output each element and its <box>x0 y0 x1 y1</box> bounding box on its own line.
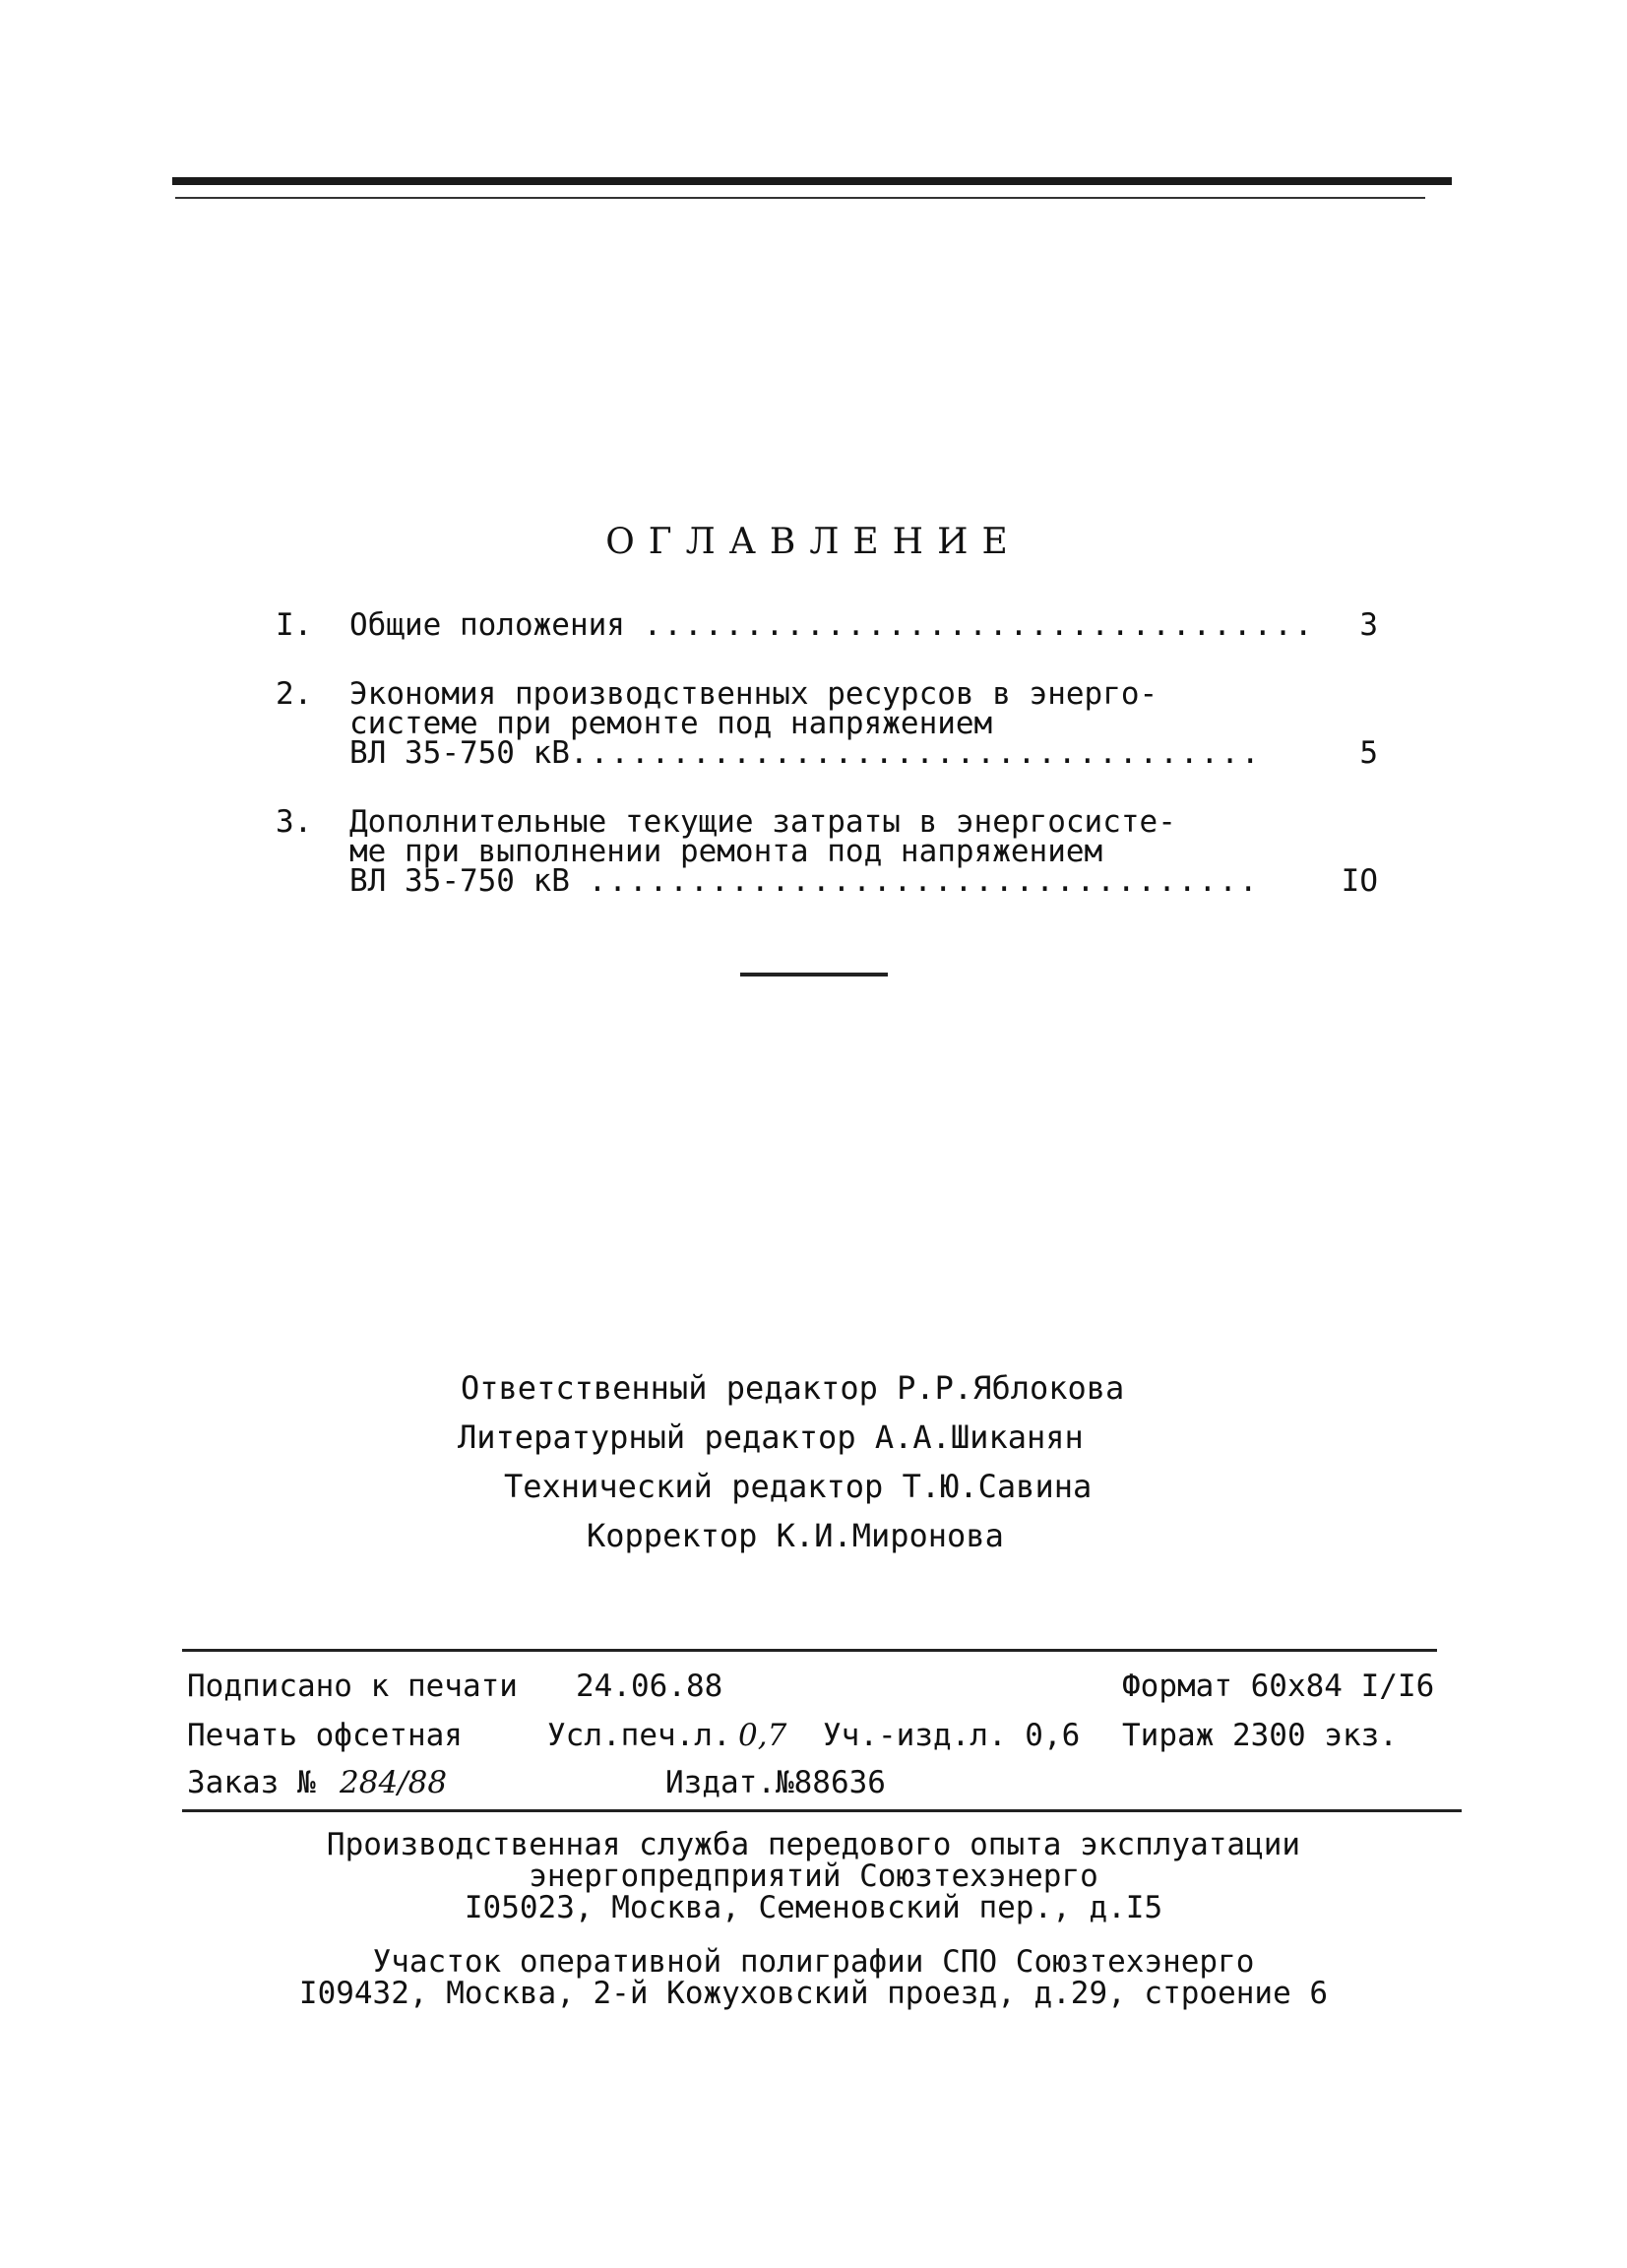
top-rule <box>172 177 1452 185</box>
toc-dot-leader: .................................. <box>569 735 1262 771</box>
publishing-sheets: Уч.-изд.л. 0,6 <box>823 1718 1081 1753</box>
publisher-address: I05023, Москва, Семеновский пер., д.I5 <box>464 1890 1163 1925</box>
toc-entry-line: системе при ремонте под напряжением <box>349 706 993 741</box>
toc-entry <box>276 676 1417 771</box>
toc-entry-number: I. <box>276 607 313 643</box>
signed-date: 24.06.88 <box>576 1669 723 1704</box>
toc-entry-number: 3. <box>276 804 313 840</box>
print-sheets-label: Усл.печ.л. <box>547 1718 731 1753</box>
toc-dot-leader: ................................. <box>643 607 1315 643</box>
toc-heading: ОГЛАВЛЕНИЕ <box>605 522 1022 562</box>
print-sheets-value: 0,7 <box>738 1718 787 1753</box>
toc-entry-line: Экономия производственных ресурсов в энерго- <box>349 676 1158 712</box>
toc-entry-number: 2. <box>276 676 313 712</box>
responsible-editor: Ответственный редактор Р.Р.Яблокова <box>461 1369 1125 1407</box>
signed-label: Подписано к печати <box>187 1669 518 1704</box>
toc-entry-line: ВЛ 35-750 кВ <box>349 863 570 899</box>
imprint-rule-bottom <box>182 1809 1462 1812</box>
imprint-rule-top <box>182 1649 1437 1652</box>
edition-number: Издат.№88636 <box>665 1765 886 1800</box>
toc-entry-page: IO <box>1341 863 1378 899</box>
printshop-address: I09432, Москва, 2-й Кожуховский проезд, д.29, строение 6 <box>298 1976 1329 2011</box>
toc-entry-page: 5 <box>1359 735 1378 771</box>
print-run: Тираж 2300 экз. <box>1122 1718 1398 1753</box>
technical-editor: Технический редактор Т.Ю.Савина <box>504 1468 1093 1505</box>
proofreader: Корректор К.И.Миронова <box>587 1517 1004 1554</box>
toc-entry <box>276 607 1417 643</box>
literary-editor: Литературный редактор А.А.Шиканян <box>458 1418 1084 1456</box>
order-number: 284/88 <box>340 1765 448 1800</box>
format: Формат 60х84 I/I6 <box>1122 1669 1435 1704</box>
toc-entry-line: ВЛ 35-750 кВ <box>349 735 570 771</box>
toc-entry-line: ме при выполнении ремонта под напряжением <box>349 834 1103 869</box>
toc-entry-line: Общие положения <box>349 607 625 643</box>
printshop-line: Участок оперативной полиграфии СПО Союзтехэнерго <box>372 1944 1255 1980</box>
publisher-line: Производственная служба передового опыта эксплуатации <box>326 1827 1301 1862</box>
section-divider <box>740 973 888 976</box>
publisher-line: энергопредприятий Союзтехэнерго <box>529 1858 1098 1894</box>
toc-dot-leader: ................................. <box>588 863 1260 899</box>
toc-entry-line: Дополнительные текущие затраты в энергосисте- <box>349 804 1176 840</box>
toc-entry <box>276 804 1417 899</box>
toc-entry-page: 3 <box>1359 607 1378 643</box>
print-type: Печать офсетная <box>187 1718 463 1753</box>
table-of-contents <box>276 607 1417 935</box>
top-rule-thin <box>175 197 1425 199</box>
order-label: Заказ № <box>187 1765 316 1800</box>
